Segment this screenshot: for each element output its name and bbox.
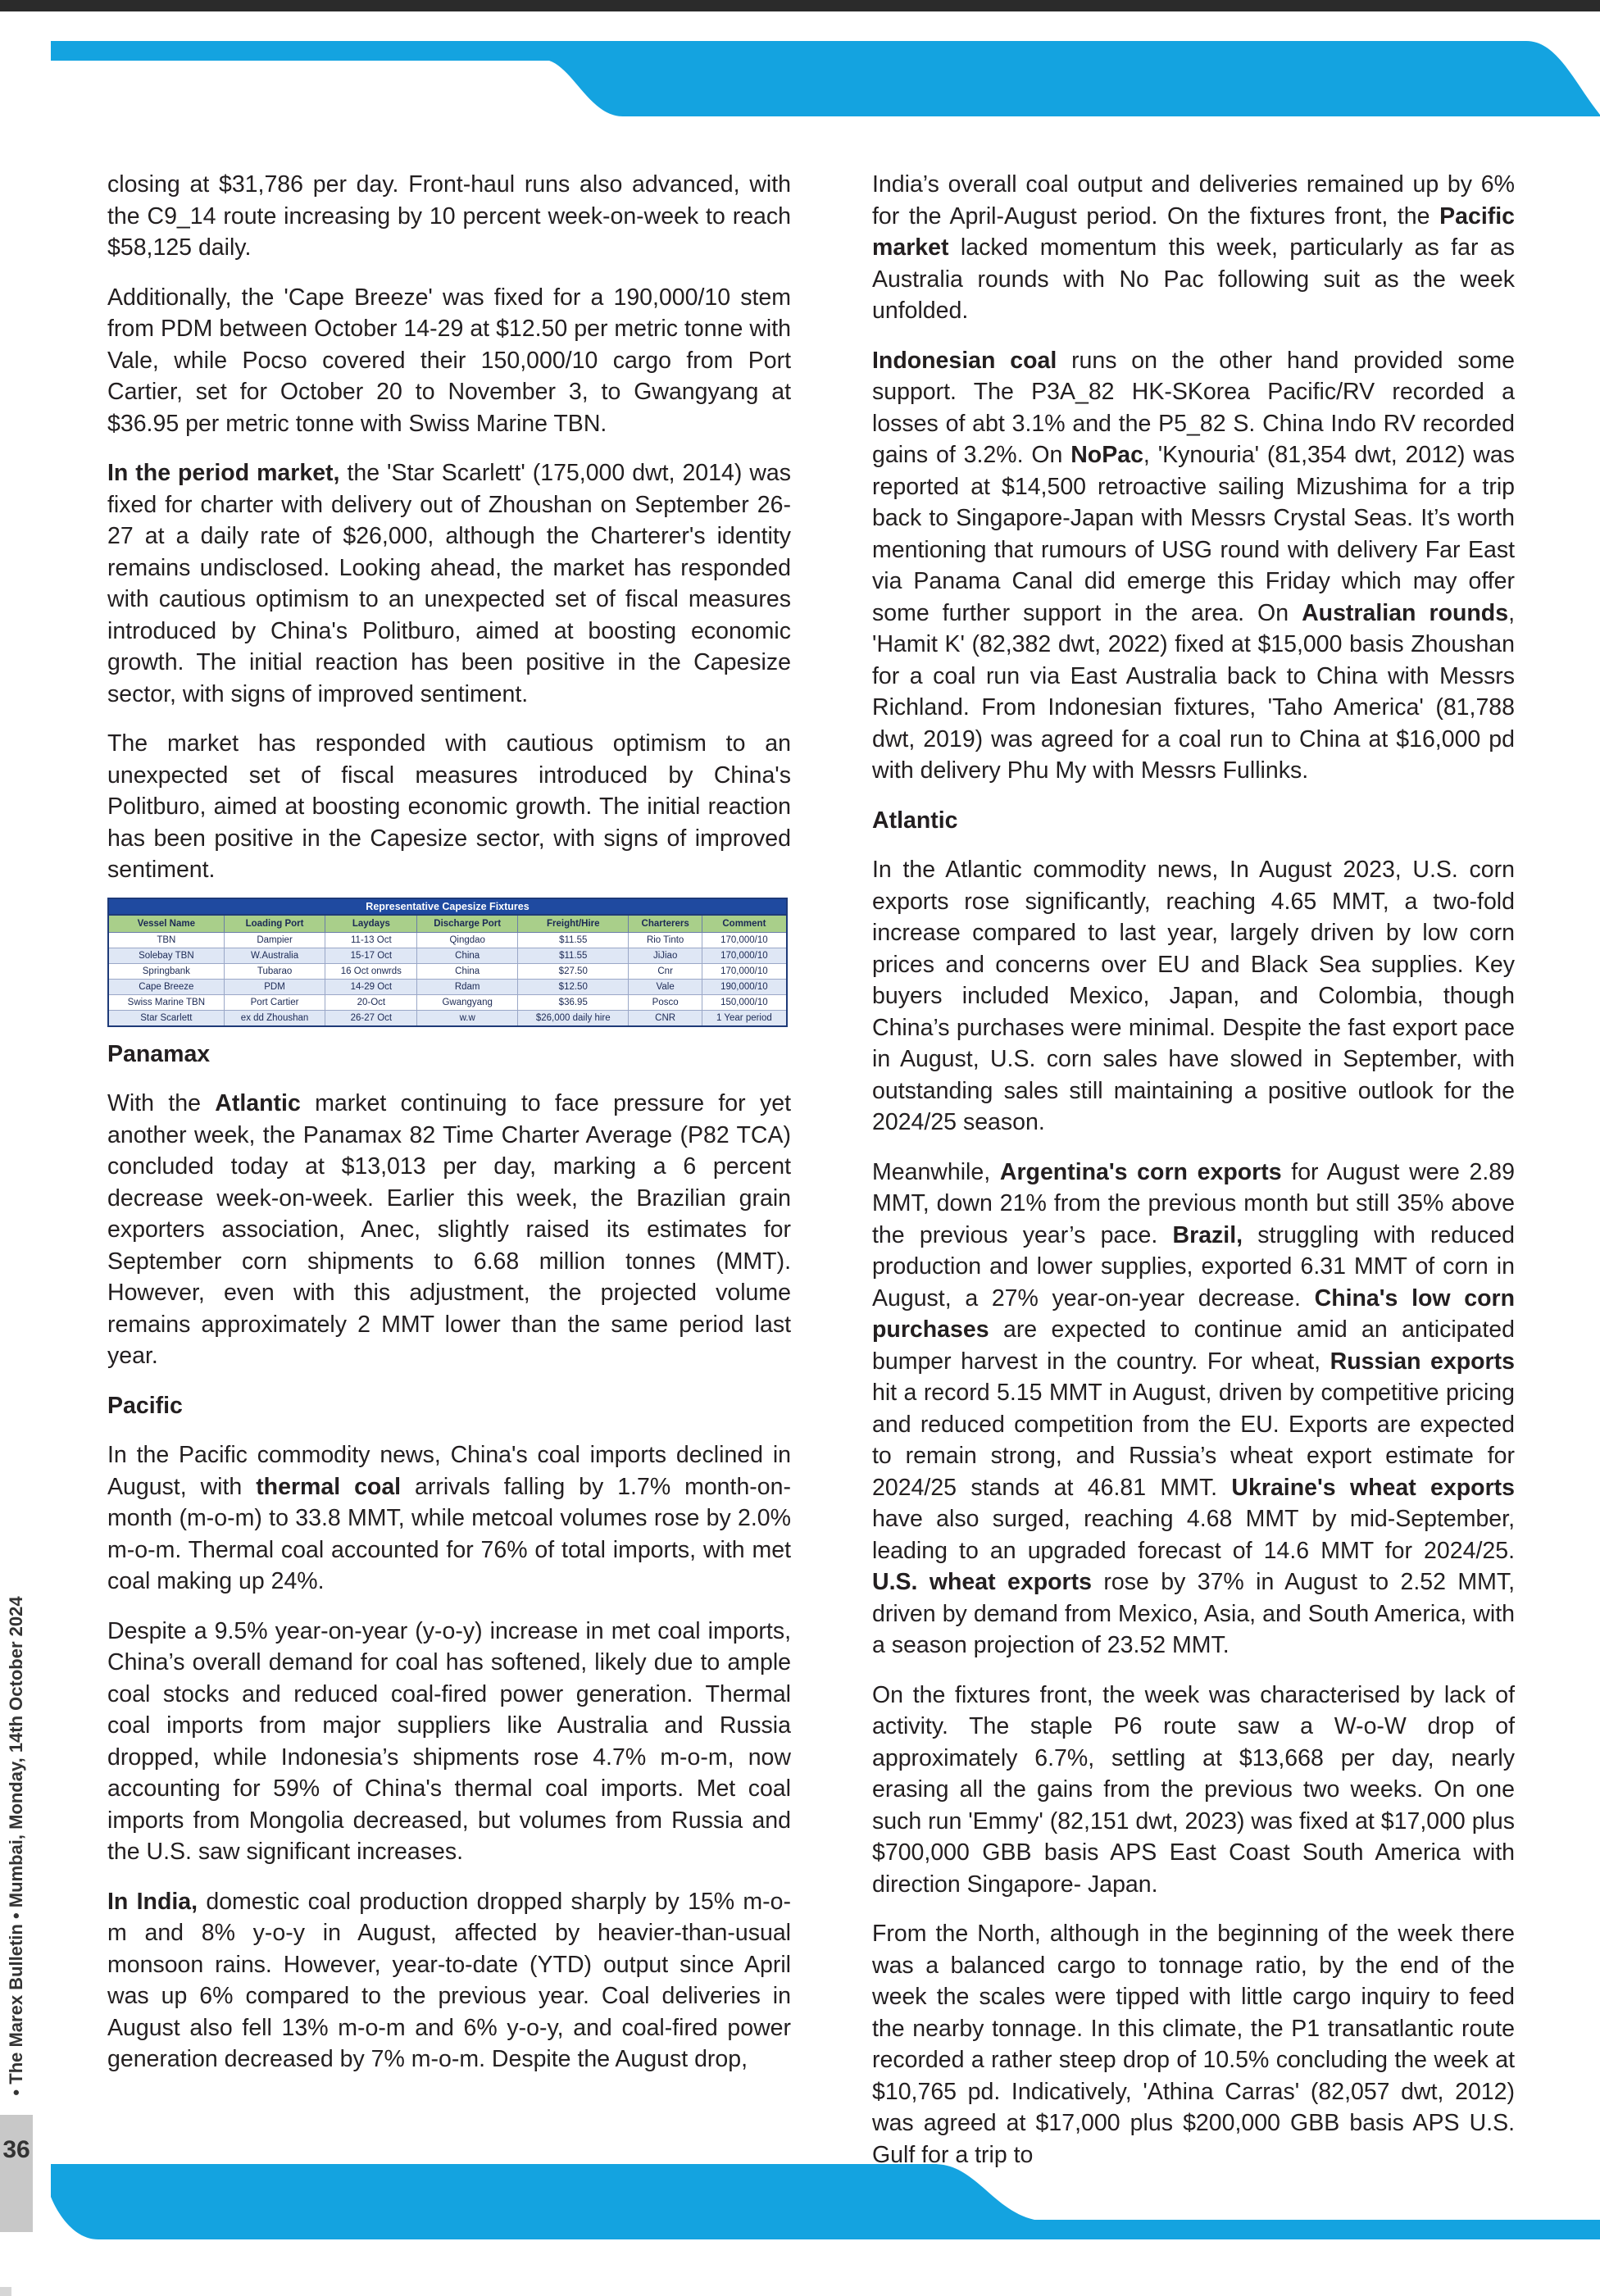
lead-in: In the period market, — [107, 460, 340, 486]
table-cell: 150,000/10 — [702, 994, 787, 1010]
running-title: • The Marex Bulletin • Mumbai, Monday, 14th October 2024 — [6, 1596, 26, 2096]
table-cell: 170,000/10 — [702, 963, 787, 979]
table-cell: 15-17 Oct — [325, 948, 417, 963]
side-running-title — [0, 1508, 33, 2185]
paragraph: In India, domestic coal production dropped sharply by 15% m-o-m and 8% y-o-y in August, affected by heavier-than-usual monsoon rains. However, year-to-date (YTD) output since April was up 6% compared to the previous year. Coal deliveries in August also fell 13% m-o-m and 6% y-o-y, and coal-fired power generation decreased by 7% m-o-m. Despite the August drop, — [107, 1888, 791, 2072]
table-cell: Vale — [629, 979, 702, 994]
table-cell: Springbank — [108, 963, 224, 979]
table-cell: Swiss Marine TBN — [108, 994, 224, 1010]
table-cell: $11.55 — [518, 948, 629, 963]
column-header: Laydays — [325, 915, 417, 933]
paragraph: The market has responded with cautious optimism to an unexpected set of fiscal measures introduced by China's Politburo, aimed at boosting economic growth. The initial reaction has been positive in the Capesize sector, with signs of improved sentiment. — [107, 730, 791, 883]
table-cell: $26,000 daily hire — [518, 1010, 629, 1026]
table-cell: 20-Oct — [325, 994, 417, 1010]
table-cell: Port Cartier — [224, 994, 325, 1010]
table-cell: China — [417, 948, 518, 963]
table-cell: 26-27 Oct — [325, 1010, 417, 1026]
table-row — [108, 1010, 787, 1026]
table-cell: 16 Oct onwrds — [325, 963, 417, 979]
right-column — [872, 169, 1515, 2171]
section-heading-panamax: Panamax — [107, 1040, 211, 1067]
table-cell: 14-29 Oct — [325, 979, 417, 994]
table-cell: 11-13 Oct — [325, 932, 417, 948]
table-cell: Star Scarlett — [108, 1010, 224, 1026]
table-body — [108, 932, 787, 1026]
table-cell: 1 Year period — [702, 1010, 787, 1026]
table-cell: Rio Tinto — [629, 932, 702, 948]
header-accent-band — [0, 41, 1600, 116]
paragraph: In the Atlantic commodity news, In August 2023, U.S. corn exports rose significantly, reaching 4.65 MMT, a two-fold increase compared to last year, largely driven by low corn prices and concerns over EU and Black Sea supplies. Key buyers included Mexico, Japan, and Colombia, though China’s purchases were minimal. Despite the fast export pace in August, U.S. corn sales have slowed in September, with outstanding sales still maintaining a positive outlook for the 2024/25 season. — [872, 857, 1515, 1135]
paragraph: From the North, although in the beginning of the week there was a balanced cargo to tonnage ratio, by the end of the week the scales were tipped with little cargo inquiry to feed the nearby tonnage. In this climate, the P1 transatlantic route recorded a rather steep drop of 10.5% concluding the week at $10,765 pd. Indicatively, 'Athina Carras' (82,057 dwt, 2012) was agreed at $17,000 plus $200,000 GBB basis APS U.S. Gulf for a trip to — [872, 1921, 1515, 2168]
table-cell: $11.55 — [518, 932, 629, 948]
table-cell: Solebay TBN — [108, 948, 224, 963]
table-cell: JiJiao — [629, 948, 702, 963]
footer-accent-band — [0, 2164, 1600, 2239]
column-header: Vessel Name — [108, 915, 224, 933]
table-cell: TBN — [108, 932, 224, 948]
table-row — [108, 932, 787, 948]
column-header: Discharge Port — [417, 915, 518, 933]
paragraph: In the Pacific commodity news, China's coal imports declined in August, with thermal coal arrivals falling by 1.7% month-on-month (m-o-m) to 33.8 MMT, while metcoal volumes rose by 2.0% m-o-m. Thermal coal accounted for 76% of total imports, with met coal making up 24%. — [107, 1442, 791, 1594]
table-cell: Rdam — [417, 979, 518, 994]
paragraph: In the period market, the 'Star Scarlett' (175,000 dwt, 2014) was fixed for charter with delivery out of Zhoushan on September 26-27 at a daily rate of $26,000, although the Charterer's identity remains undisclosed. Looking ahead, the market has responded with cautious optimism to an unexpected set of fiscal measures introduced by China's Politburo, aimed at boosting economic growth. The initial reaction has been positive in the Capesize sector, with signs of improved sentiment. — [107, 460, 791, 707]
column-header: Comment — [702, 915, 787, 933]
table-cell: w.w — [417, 1010, 518, 1026]
table-cell: Tubarao — [224, 963, 325, 979]
section-heading-pacific: Pacific — [107, 1392, 183, 1419]
table-row — [108, 948, 787, 963]
table-cell: 190,000/10 — [702, 979, 787, 994]
table-cell: PDM — [224, 979, 325, 994]
paragraph: Indonesian coal runs on the other hand provided some support. The P3A_82 HK-SKorea Pacific/RV recorded a losses of abt 3.1% and the P5_82 S. China Indo RV recorded gains of 3.2%. On NoPac, 'Kynouria' (81,354 dwt, 2012) was reported at $14,500 retroactive sailing Mizushima for a trip back to Singapore-Japan with Messrs Crystal Seas. It’s worth mentioning that rumours of USG round with delivery Far East via Panama Canal did emerge this Friday which may offer some further support in the area. On Australian rounds, 'Hamit K' (82,382 dwt, 2022) fixed at $15,000 basis Zhoushan for a coal run via East Australia back to China with Messrs Richland. From Indonesian fixtures, 'Taho America' (81,788 dwt, 2019) was agreed for a coal run to China at $16,000 pd with delivery Phu My with Messrs Fullinks. — [872, 347, 1515, 784]
paragraph: Meanwhile, Argentina's corn exports for August were 2.89 MMT, down 21% from the previous month but still 35% above the previous year’s pace. Brazil, struggling with reduced production and lower supplies, exported 6.31 MMT of corn in August, a 27% year-on-year decrease. China's low corn purchases are expected to continue amid an anticipated bumper harvest in the country. For wheat, Russian exports hit a record 5.15 MMT in August, driven by competitive pricing and reduced competition from the EU. Exports are expected to remain strong, and Russia’s wheat export estimate for 2024/25 stands at 46.81 MMT. Ukraine's wheat exports have also surged, reaching 4.68 MMT by mid-September, leading to an upgraded forecast of 14.6 MMT for 2024/25. U.S. wheat exports rose by 37% in August to 2.52 MMT, driven by demand from Mexico, Asia, and South America, with a season projection of 23.52 MMT. — [872, 1158, 1516, 1658]
paragraph: closing at $31,786 per day. Front-haul runs also advanced, with the C9_14 route increasing by 10 percent week-on-week to reach $58,125 daily. — [107, 171, 791, 261]
paragraph: India’s overall coal output and deliveries remained up by 6% for the April-August period. On the fixtures front, the Pacific market lacked momentum this week, particularly as far as Australia rounds with No Pac following suit as the week unfolded. — [872, 171, 1515, 324]
table-cell: Gwangyang — [417, 994, 518, 1010]
table-cell: China — [417, 963, 518, 979]
table-row — [108, 979, 787, 994]
capesize-fixtures-table — [107, 898, 788, 1027]
table-cell: 170,000/10 — [702, 932, 787, 948]
table-cell: Cnr — [629, 963, 702, 979]
table-cell: ex dd Zhoushan — [224, 1010, 325, 1026]
table-cell: $27.50 — [518, 963, 629, 979]
column-header: Loading Port — [224, 915, 325, 933]
table-cell: 170,000/10 — [702, 948, 787, 963]
table-title: Representative Capesize Fixtures — [107, 898, 788, 914]
table-cell: Cape Breeze — [108, 979, 224, 994]
table-cell: $36.95 — [518, 994, 629, 1010]
page-number: 36 — [0, 2115, 33, 2232]
table-cell: Posco — [629, 994, 702, 1010]
paragraph: With the Atlantic market continuing to face pressure for yet another week, the Panamax 82 Time Charter Average (P82 TCA) concluded today at $13,013 per day, marking a 6 percent decrease week-on-week. Earlier this week, the Brazilian grain exporters association, Anec, slightly raised its estimates for September corn shipments to 6.68 million tonnes (MMT). However, even with this adjustment, the projected volume remains approximately 2 MMT lower than the same period last year. — [107, 1090, 791, 1369]
table-row — [108, 994, 787, 1010]
table-cell: W.Australia — [224, 948, 325, 963]
column-header: Freight/Hire — [518, 915, 629, 933]
table-row — [108, 963, 787, 979]
paragraph: On the fixtures front, the week was characterised by lack of activity. The staple P6 route saw a W-o-W drop of approximately 6.7%, settling at $13,668 per day, nearly erasing all the gains from the previous two weeks. On one such run 'Emmy' (82,151 dwt, 2023) was fixed at $17,000 plus $700,000 GBB basis APS East Coast South America with direction Singapore- Japan. — [872, 1681, 1515, 1898]
corner-mark — [0, 2287, 11, 2296]
table-cell: Dampier — [224, 932, 325, 948]
paragraph: Despite a 9.5% year-on-year (y-o-y) increase in met coal imports, China’s overall demand for coal has softened, likely due to ample coal stocks and reduced coal-fired power generation. Thermal coal imports from major suppliers like Australia and Russia dropped, while Indonesia’s shipments rose 4.7% m-o-m, now accounting for 59% of China's thermal coal imports. Met coal imports from Mongolia decreased, but volumes from Russia and the U.S. saw significant increases. — [107, 1617, 791, 1865]
table-cell: CNR — [629, 1010, 702, 1026]
paragraph: Additionally, the 'Cape Breeze' was fixed for a 190,000/10 stem from PDM between October 14-29 at $12.50 per metric tonne with Vale, while Pocso covered their 150,000/10 cargo from Port Cartier, set for October 20 to November 3, to Gwangyang at $36.95 per metric tonne with Swiss Marine TBN. — [107, 284, 791, 437]
table-header-row — [108, 915, 787, 933]
column-header: Charterers — [629, 915, 702, 933]
section-heading-atlantic: Atlantic — [872, 807, 958, 834]
top-rule — [0, 0, 1600, 11]
table-cell: $12.50 — [518, 979, 629, 994]
left-column — [107, 169, 791, 2075]
table-cell: Qingdao — [417, 932, 518, 948]
